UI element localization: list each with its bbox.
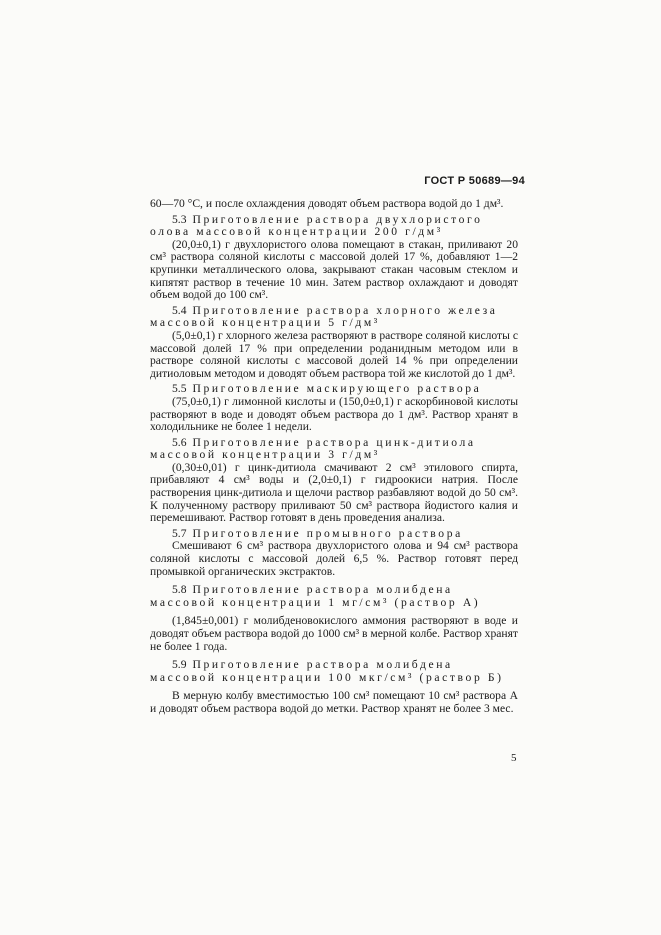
paragraph: (1,845±0,001) г молибденовокислого аммония растворяют в воде и доводят объем раствора водой до 1000 см³ в мерной колбе. Раствор хранят не более 1 года. — [150, 614, 518, 653]
paragraph-continuation: 60—70 °С, и после охлаждения доводят объем раствора водой до 1 дм³. — [150, 197, 504, 210]
section-heading-5-4: 5.4 Приготовление раствора хлорного железа массовой концентрации 5 г/дм³ — [150, 303, 498, 330]
paragraph: (5,0±0,1) г хлорного железа растворяют в растворе соляной кислоты с массовой долей 17 % при определении роданидным методом или в растворе соляной кислоты с массовой долей 14 % при определении дитиоловым методом и доводят объем раствора той же кислотой до 1 дм³. — [150, 328, 518, 380]
section-heading-5-6: 5.6 Приготовление раствора цинк-дитиола массовой концентрации 3 г/дм³ — [150, 435, 476, 462]
document-body — [150, 198, 518, 716]
standard-header: ГОСТ Р 50689—94 — [424, 175, 525, 187]
section-heading-5-7: 5.7 Приготовление промывного раствора — [172, 526, 463, 540]
section-heading-5-3: 5.3 Приготовление раствора двухлористого олова массовой концентрации 200 г/дм³ — [150, 212, 483, 239]
paragraph: (20,0±0,1) г двухлористого олова помещают в стакан, приливают 20 см³ раствора соляной кислоты с массовой долей 17 %, добавляют 1—2 крупинки металлического олова, закрывают стакан часовым стеклом и кипятят раствор в течение 10 мин. Затем раствор охлаждают и доводят объем водой до 100 см³. — [150, 237, 518, 302]
paragraph: (75,0±0,1) г лимонной кислоты и (150,0±0,1) г аскорбиновой кислоты растворяют в воде и доводят объем раствора до 1 дм³. Раствор хранят в холодильнике не более 1 недели. — [150, 394, 518, 434]
paragraph: Смешивают 6 см³ раствора двухлористого олова и 94 см³ раствора соляной кислоты с массовой долей 6,5 %. Раствор готовят перед промывкой органических экстрактов. — [150, 539, 518, 578]
paragraph: (0,30±0,01) г цинк-дитиола смачивают 2 см³ этилового спирта, прибавляют 4 см³ воды и (2,0±0,1) г гидроокиси натрия. После растворения цинк-дитиола и щелочи раствор разбавляют водой до 50 см³. К полученному раствору приливают 50 см³ раствора йодистого калия и перемешивают. Раствор готовят в день проведения анализа. — [150, 460, 518, 525]
paragraph: В мерную колбу вместимостью 100 см³ помещают 10 см³ раствора А и доводят объем раствора водой до метки. Раствор хранят не более 3 мес. — [150, 689, 518, 715]
section-heading-5-8: 5.8 Приготовление раствора молибдена массовой концентрации 1 мг/см³ (раствор А) — [150, 583, 481, 609]
section-heading-5-9: 5.9 Приготовление раствора молибдена массовой концентрации 100 мкг/см³ (раствор Б) — [150, 658, 504, 684]
page-number: 5 — [511, 752, 517, 764]
section-heading-5-5: 5.5 Приготовление маскирующего раствора — [172, 382, 482, 396]
